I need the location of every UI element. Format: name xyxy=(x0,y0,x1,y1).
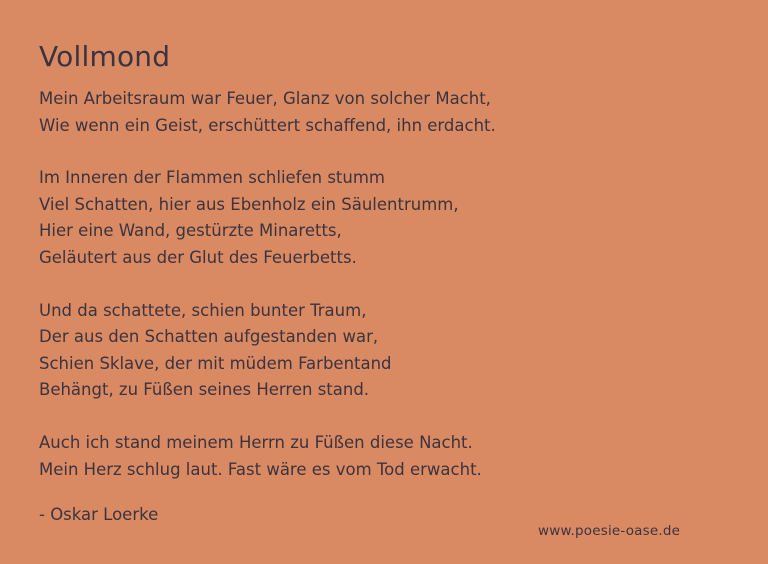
stanza xyxy=(39,430,739,483)
poem-line: Wie wenn ein Geist, erschüttert schaffend, ihn erdacht. xyxy=(39,115,496,135)
poem-line: Hier eine Wand, gestürzte Minaretts, xyxy=(39,221,342,241)
poem-line: Geläutert aus der Glut des Feuerbetts. xyxy=(39,247,357,267)
poem-line: Der aus den Schatten aufgestanden war, xyxy=(39,327,379,347)
stanza xyxy=(39,298,739,404)
stanza xyxy=(39,86,739,139)
website-url: www.poesie-oase.de xyxy=(538,523,681,539)
poem-line: Auch ich stand meinem Herrn zu Füßen diese Nacht. xyxy=(39,432,473,452)
poem-title: Vollmond xyxy=(39,40,171,73)
poem-line: Viel Schatten, hier aus Ebenholz ein Säulentrumm, xyxy=(39,194,459,214)
poem-body xyxy=(39,86,739,509)
poem-line: Mein Herz schlug laut. Fast wäre es vom Tod erwacht. xyxy=(39,459,482,479)
poem-author: - Oskar Loerke xyxy=(39,505,159,524)
stanza xyxy=(39,165,739,271)
poem-line: Und da schattete, schien bunter Traum, xyxy=(39,300,367,320)
poem-line: Im Inneren der Flammen schliefen stumm xyxy=(39,168,386,188)
poem-line: Behängt, zu Füßen seines Herren stand. xyxy=(39,380,370,400)
poem-line: Mein Arbeitsraum war Feuer, Glanz von solcher Macht, xyxy=(39,89,491,108)
poem-line: Schien Sklave, der mit müdem Farbentand xyxy=(39,353,392,373)
